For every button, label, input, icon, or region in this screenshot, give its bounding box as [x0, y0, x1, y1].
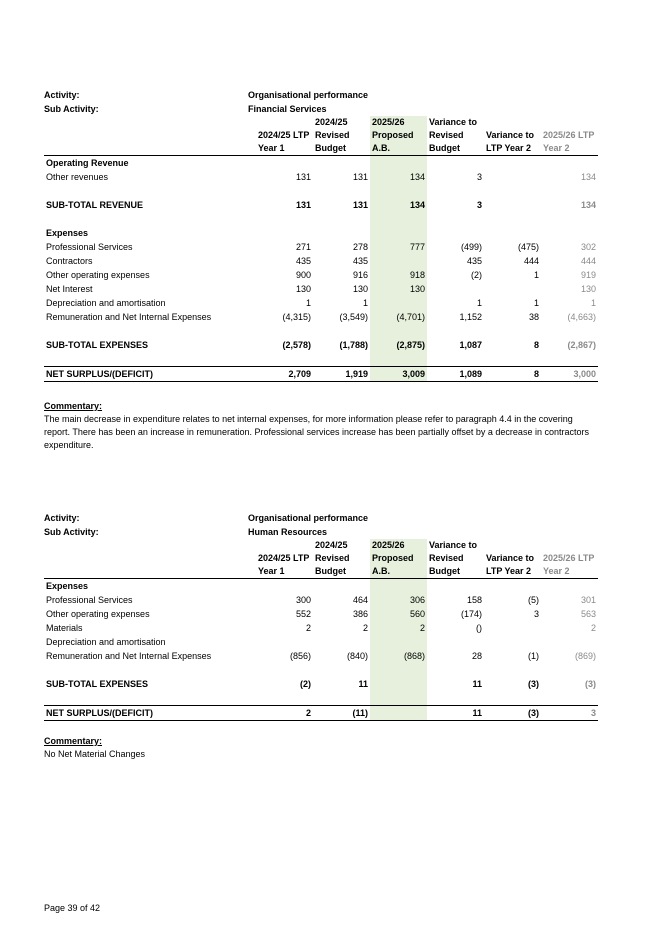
- value-cell: [313, 691, 370, 706]
- table-row: [44, 282, 598, 296]
- value-cell: 3: [533, 609, 539, 619]
- value-cell: 134: [370, 198, 427, 212]
- activity-row: [44, 88, 598, 102]
- header-row: [44, 116, 598, 129]
- value-cell: 3: [476, 172, 482, 182]
- value-cell: [541, 184, 598, 198]
- value-cell: [313, 352, 370, 367]
- header-cell: [541, 539, 598, 552]
- human-resources-section: [44, 511, 598, 759]
- table-row: [44, 677, 598, 691]
- value-cell: 306: [370, 593, 427, 607]
- value-cell: [427, 212, 484, 226]
- table-row: [44, 663, 598, 677]
- value-cell: 131: [295, 200, 311, 210]
- value-cell: [256, 226, 313, 240]
- row-label: Other operating expenses: [46, 270, 150, 280]
- value-cell: [313, 212, 370, 226]
- value-cell: 2: [305, 623, 311, 633]
- value-cell: [370, 706, 427, 721]
- header-row: [44, 129, 598, 142]
- subactivity-value: Financial Services: [248, 104, 327, 114]
- header-cell: Variance to: [429, 540, 478, 550]
- header-cell: Variance to: [486, 130, 535, 140]
- commentary-text: No Net Material Changes: [44, 749, 146, 759]
- row-label: [44, 691, 256, 706]
- value-cell: 1: [533, 270, 539, 280]
- value-cell: [256, 324, 313, 338]
- header-cell: [484, 539, 541, 552]
- header-row: [44, 552, 598, 565]
- table-row: [44, 579, 598, 594]
- value-cell: 900: [295, 270, 311, 280]
- value-cell: [484, 170, 541, 184]
- header-cell: [44, 552, 256, 565]
- row-label: NET SURPLUS/(DEFICIT): [44, 367, 256, 382]
- financial-services-section: [44, 88, 598, 450]
- table-row: [44, 212, 598, 226]
- subactivity-label: Sub Activity:: [44, 527, 99, 537]
- value-cell: [427, 184, 484, 198]
- header-cell: [484, 116, 541, 129]
- value-cell: 28: [471, 651, 482, 661]
- value-cell: [313, 156, 370, 171]
- value-cell: [484, 324, 541, 338]
- value-cell: 435: [352, 256, 368, 266]
- value-cell: [370, 212, 427, 226]
- value-cell: [313, 324, 370, 338]
- value-cell: [484, 663, 541, 677]
- value-cell: [541, 579, 598, 594]
- value-cell: 131: [295, 172, 311, 182]
- value-cell: [427, 635, 484, 649]
- value-cell: 552: [295, 609, 311, 619]
- header-cell: 2025/26: [370, 116, 427, 129]
- value-cell: [484, 621, 541, 635]
- value-cell: 386: [352, 609, 368, 619]
- value-cell: [370, 324, 427, 338]
- value-cell: 3: [476, 200, 482, 210]
- commentary-title: Commentary:: [44, 401, 103, 411]
- value-cell: 1,919: [313, 367, 370, 382]
- value-cell: 130: [295, 284, 311, 294]
- value-cell: (11): [313, 706, 370, 721]
- value-cell: 1,087: [459, 340, 482, 350]
- value-cell: 131: [352, 172, 368, 182]
- value-cell: 1: [362, 298, 368, 308]
- header-cell: A.B.: [370, 565, 427, 579]
- value-cell: 2: [370, 621, 427, 635]
- header-cell: Variance to: [429, 117, 478, 127]
- value-cell: [370, 635, 427, 649]
- row-label: Remuneration and Net Internal Expenses: [46, 651, 212, 661]
- header-cell: [256, 539, 313, 552]
- value-cell: 130: [370, 282, 427, 296]
- header-cell: Revised: [315, 130, 350, 140]
- table-row: [44, 156, 598, 171]
- value-cell: 2: [362, 623, 368, 633]
- value-cell: [427, 226, 484, 240]
- row-label: Other operating expenses: [46, 609, 150, 619]
- value-cell: 130: [352, 284, 368, 294]
- value-cell: 916: [352, 270, 368, 280]
- value-cell: 134: [580, 200, 596, 210]
- header-cell: [44, 116, 256, 129]
- header-cell: [256, 116, 313, 129]
- value-cell: [541, 324, 598, 338]
- value-cell: 435: [295, 256, 311, 266]
- value-cell: (2): [300, 679, 311, 689]
- table-row: [44, 198, 598, 212]
- financial-services-table: [44, 116, 598, 382]
- value-cell: [256, 579, 313, 594]
- row-label: NET SURPLUS/(DEFICIT): [44, 706, 256, 721]
- value-cell: [427, 579, 484, 594]
- value-cell: [313, 635, 370, 649]
- value-cell: (868): [370, 649, 427, 663]
- table-body: [44, 579, 598, 721]
- activity-value: Organisational performance: [248, 513, 369, 523]
- value-cell: 2: [256, 706, 313, 721]
- value-cell: [370, 663, 427, 677]
- value-cell: [256, 635, 313, 649]
- subactivity-label: Sub Activity:: [44, 104, 99, 114]
- value-cell: (5): [528, 595, 539, 605]
- table-row: [44, 352, 598, 367]
- subactivity-value: Human Resources: [248, 527, 328, 537]
- value-cell: [484, 198, 541, 212]
- value-cell: 918: [370, 268, 427, 282]
- value-cell: [484, 226, 541, 240]
- header-row: [44, 142, 598, 156]
- row-label: Depreciation and amortisation: [46, 298, 166, 308]
- value-cell: (2,578): [282, 340, 311, 350]
- value-cell: [370, 352, 427, 367]
- value-cell: (3): [484, 706, 541, 721]
- table-row: [44, 296, 598, 310]
- header-cell: Budget: [427, 142, 484, 156]
- value-cell: [541, 226, 598, 240]
- value-cell: 444: [523, 256, 539, 266]
- row-label: Professional Services: [46, 242, 133, 252]
- value-cell: (4,663): [567, 312, 596, 322]
- value-cell: [256, 352, 313, 367]
- header-cell: 2025/26 LTP: [543, 553, 595, 563]
- value-cell: 3,000: [541, 367, 598, 382]
- header-cell: Budget: [427, 565, 484, 579]
- commentary-text: The main decrease in expenditure relates to net internal expenses, for more information please refer to paragraph 4.4 in the covering report. There has been an increase in remuneration. Professional services increase has been partially offset by a decrease in contractors expenditure.: [44, 414, 589, 450]
- value-cell: (1,788): [339, 340, 368, 350]
- value-cell: 2: [590, 623, 596, 633]
- value-cell: [484, 282, 541, 296]
- value-cell: (2,875): [370, 338, 427, 352]
- row-label: Materials: [46, 623, 83, 633]
- value-cell: [484, 579, 541, 594]
- value-cell: (869): [574, 651, 596, 661]
- value-cell: (2,867): [567, 340, 596, 350]
- value-cell: [370, 184, 427, 198]
- header-cell: [541, 116, 598, 129]
- value-cell: 302: [580, 242, 596, 252]
- row-label: SUB-TOTAL EXPENSES: [46, 679, 149, 689]
- value-cell: 563: [580, 609, 596, 619]
- value-cell: [541, 212, 598, 226]
- value-cell: 11: [358, 679, 368, 689]
- value-cell: [313, 184, 370, 198]
- header-cell: Revised: [429, 553, 464, 563]
- table-row: [44, 706, 598, 721]
- header-cell: 2025/26 LTP: [543, 130, 595, 140]
- subactivity-row: [44, 102, 598, 116]
- row-label: SUB-TOTAL REVENUE: [46, 200, 144, 210]
- value-cell: [370, 226, 427, 240]
- activity-label: Activity:: [44, 90, 80, 100]
- value-cell: (1): [528, 651, 539, 661]
- value-cell: [256, 212, 313, 226]
- value-cell: [256, 184, 313, 198]
- value-cell: 278: [352, 242, 368, 252]
- header-cell: Proposed: [370, 129, 427, 142]
- value-cell: 300: [295, 595, 311, 605]
- row-label: Depreciation and amortisation: [46, 637, 166, 647]
- table-row: [44, 268, 598, 282]
- header-cell: Year 1: [256, 565, 313, 579]
- value-cell: [541, 691, 598, 706]
- header-cell: 2025/26: [370, 539, 427, 552]
- value-cell: [370, 579, 427, 594]
- row-label: [44, 324, 256, 338]
- value-cell: (3,549): [339, 312, 368, 322]
- value-cell: 1: [305, 298, 311, 308]
- value-cell: 435: [466, 256, 482, 266]
- value-cell: 158: [466, 595, 482, 605]
- value-cell: [370, 156, 427, 171]
- value-cell: (4,315): [282, 312, 311, 322]
- value-cell: [484, 352, 541, 367]
- header-cell: LTP Year 2: [484, 142, 541, 156]
- value-cell: [427, 663, 484, 677]
- table-row: [44, 593, 598, 607]
- value-cell: 2,709: [256, 367, 313, 382]
- value-cell: 134: [370, 170, 427, 184]
- header-cell: Proposed: [370, 552, 427, 565]
- value-cell: [370, 296, 427, 310]
- value-cell: (856): [289, 651, 311, 661]
- value-cell: 444: [580, 256, 596, 266]
- header-cell: 2024/25 LTP: [258, 130, 310, 140]
- header-cell: Year 1: [256, 142, 313, 156]
- row-label: SUB-TOTAL EXPENSES: [46, 340, 149, 350]
- header-cell: Revised: [429, 130, 464, 140]
- value-cell: 38: [528, 312, 539, 322]
- header-row: [44, 565, 598, 579]
- row-label: Net Interest: [46, 284, 93, 294]
- header-cell: A.B.: [370, 142, 427, 156]
- row-label: Operating Revenue: [46, 158, 129, 168]
- activity-value: Organisational performance: [248, 90, 369, 100]
- value-cell: [484, 212, 541, 226]
- value-cell: [370, 254, 427, 268]
- value-cell: 271: [295, 242, 311, 252]
- value-cell: [256, 663, 313, 677]
- header-cell: [44, 539, 256, 552]
- table-row: [44, 324, 598, 338]
- header-cell: 2024/25: [315, 117, 348, 127]
- table-row: [44, 310, 598, 324]
- value-cell: 3: [541, 706, 598, 721]
- value-cell: 301: [580, 595, 596, 605]
- value-cell: [541, 352, 598, 367]
- value-cell: [484, 156, 541, 171]
- subactivity-row: [44, 525, 598, 539]
- value-cell: 8: [484, 367, 541, 382]
- value-cell: 1,152: [459, 312, 482, 322]
- value-cell: 8: [533, 340, 539, 350]
- value-cell: [370, 677, 427, 691]
- table-row: [44, 338, 598, 352]
- row-label: [44, 212, 256, 226]
- value-cell: 1,089: [427, 367, 484, 382]
- value-cell: [313, 226, 370, 240]
- header-cell: Revised: [315, 553, 350, 563]
- value-cell: 464: [352, 595, 368, 605]
- value-cell: (840): [346, 651, 368, 661]
- header-cell: Budget: [313, 565, 370, 579]
- header-cell: 2024/25 LTP: [258, 553, 310, 563]
- table-row: [44, 621, 598, 635]
- row-label: Expenses: [46, 581, 89, 591]
- header-cell: Budget: [313, 142, 370, 156]
- table-row: [44, 649, 598, 663]
- value-cell: [427, 156, 484, 171]
- value-cell: (475): [517, 242, 539, 252]
- value-cell: [313, 663, 370, 677]
- value-cell: 134: [580, 172, 596, 182]
- value-cell: [427, 691, 484, 706]
- value-cell: 3,009: [370, 367, 427, 382]
- header-cell: LTP Year 2: [484, 565, 541, 579]
- value-cell: 560: [370, 607, 427, 621]
- value-cell: 1: [590, 298, 596, 308]
- table-row: [44, 635, 598, 649]
- value-cell: [541, 663, 598, 677]
- header-cell: [44, 129, 256, 142]
- row-label: Remuneration and Net Internal Expenses: [46, 312, 212, 322]
- table-row: [44, 254, 598, 268]
- table-row: [44, 691, 598, 706]
- row-label: [44, 663, 256, 677]
- value-cell: [256, 691, 313, 706]
- header-cell: [44, 142, 256, 156]
- header-cell: Year 2: [541, 565, 598, 579]
- value-cell: (): [476, 623, 482, 633]
- value-cell: [541, 156, 598, 171]
- value-cell: [313, 579, 370, 594]
- row-label: [44, 184, 256, 198]
- header-cell: Year 2: [541, 142, 598, 156]
- row-label: [44, 352, 256, 367]
- row-label: Contractors: [46, 256, 93, 266]
- value-cell: 919: [580, 270, 596, 280]
- value-cell: [484, 635, 541, 649]
- value-cell: [427, 324, 484, 338]
- value-cell: (3): [585, 679, 596, 689]
- table-row: [44, 240, 598, 254]
- value-cell: [256, 156, 313, 171]
- value-cell: [427, 282, 484, 296]
- row-label: Professional Services: [46, 595, 133, 605]
- value-cell: (3): [528, 679, 539, 689]
- header-row: [44, 539, 598, 552]
- header-cell: [44, 565, 256, 579]
- value-cell: 777: [370, 240, 427, 254]
- activity-label: Activity:: [44, 513, 80, 523]
- commentary-title: Commentary:: [44, 736, 103, 746]
- header-cell: 2024/25: [315, 540, 348, 550]
- value-cell: 131: [352, 200, 368, 210]
- table-body: [44, 156, 598, 382]
- value-cell: (499): [460, 242, 482, 252]
- table-row: [44, 226, 598, 240]
- table-row: [44, 170, 598, 184]
- human-resources-table: [44, 539, 598, 721]
- value-cell: [484, 184, 541, 198]
- table-row: [44, 367, 598, 382]
- value-cell: [541, 635, 598, 649]
- table-row: [44, 184, 598, 198]
- value-cell: (4,701): [370, 310, 427, 324]
- row-label: Expenses: [46, 228, 89, 238]
- value-cell: [484, 691, 541, 706]
- value-cell: [370, 691, 427, 706]
- value-cell: 130: [580, 284, 596, 294]
- value-cell: 1: [476, 298, 482, 308]
- table-row: [44, 607, 598, 621]
- page-number: Page 39 of 42: [44, 903, 101, 913]
- activity-row: [44, 511, 598, 525]
- value-cell: [427, 352, 484, 367]
- value-cell: (2): [471, 270, 482, 280]
- header-cell: Variance to: [486, 553, 535, 563]
- value-cell: (174): [460, 609, 482, 619]
- value-cell: 1: [533, 298, 539, 308]
- value-cell: 11: [427, 706, 484, 721]
- value-cell: 11: [472, 679, 482, 689]
- row-label: Other revenues: [46, 172, 109, 182]
